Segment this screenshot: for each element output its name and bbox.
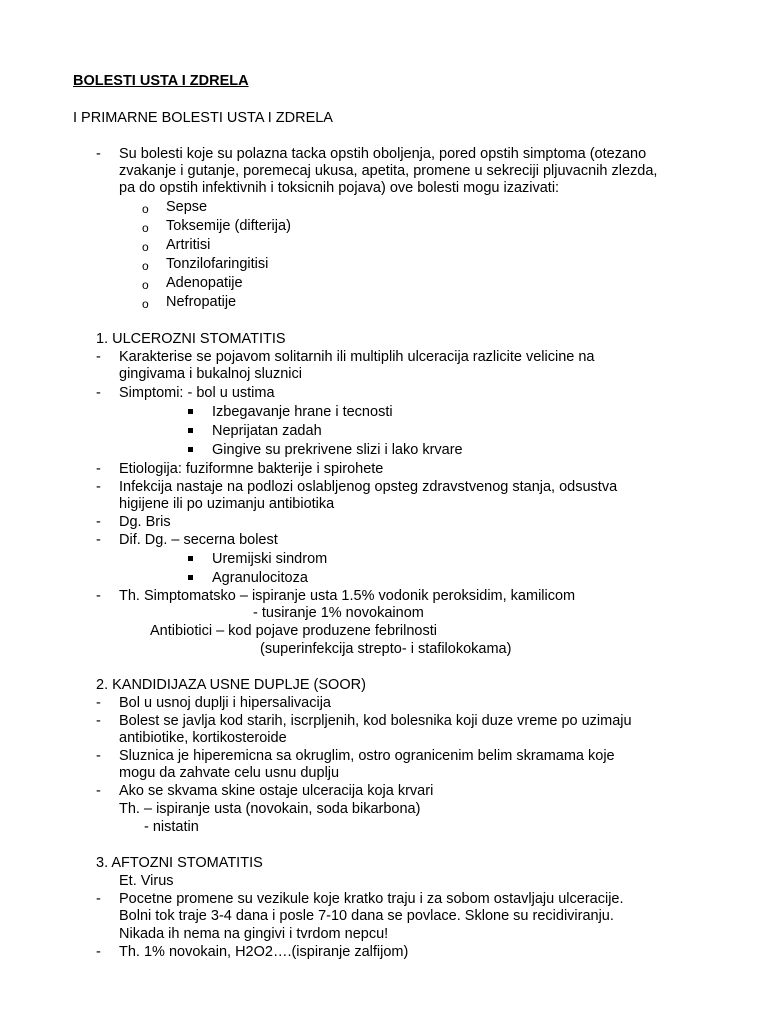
circle-bullet: o	[142, 278, 149, 292]
square-bullet	[188, 447, 193, 452]
list-item: Sepse	[166, 199, 208, 215]
text-line: Bolni tok traje 3-4 dana i posle 7-10 dana se povlace. Sklone su recidiviranju.	[119, 908, 614, 924]
dash-bullet: -	[96, 695, 101, 711]
text-line: Sluznica je hiperemicna sa okruglim, ostro ogranicenim belim skramama koje	[119, 748, 615, 764]
dash-bullet: -	[96, 891, 101, 907]
dash-bullet: -	[96, 146, 101, 162]
text-line: Dg. Bris	[119, 514, 171, 530]
text-line: Bolest se javlja kod starih, iscrpljenih, kod bolesnika koji duze vreme po uzimaju	[119, 713, 632, 729]
list-item: Izbegavanje hrane i tecnosti	[212, 404, 393, 420]
square-bullet	[188, 556, 193, 561]
text-line: Th. – ispiranje usta (novokain, soda bikarbona)	[119, 801, 421, 817]
dash-bullet: -	[96, 461, 101, 477]
section-heading: 2. KANDIDIJAZA USNE DUPLJE (SOOR)	[96, 677, 366, 693]
dash-bullet: -	[96, 944, 101, 960]
square-bullet	[188, 428, 193, 433]
text-line: Dif. Dg. – secerna bolest	[119, 532, 278, 548]
section-heading: 1. ULCEROZNI STOMATITIS	[96, 331, 286, 347]
text-line: Et. Virus	[119, 873, 174, 889]
dash-bullet: -	[96, 349, 101, 365]
intro-line: zvakanje i gutanje, poremecaj ukusa, apetita, promene u sekreciji pljuvacnih zlezda,	[119, 163, 658, 179]
text-line: Infekcija nastaje na podlozi oslabljenog opsteg zdravstvenog stanja, odsustva	[119, 479, 618, 495]
list-item: Neprijatan zadah	[212, 423, 322, 439]
dash-bullet: -	[96, 385, 101, 401]
dash-bullet: -	[96, 748, 101, 764]
section-heading: 3. AFTOZNI STOMATITIS	[96, 855, 263, 871]
text-line: Nikada ih nema na gingivi i tvrdom nepcu!	[119, 926, 389, 942]
list-item: Artritisi	[166, 237, 211, 253]
list-item: Tonzilofaringitisi	[166, 256, 269, 272]
intro-line: pa do opstih infektivnih i toksicnih pojava) ove bolesti mogu izazivati:	[119, 180, 560, 196]
text-line: Etiologija: fuziformne bakterije i spirohete	[119, 461, 384, 477]
text-line: - tusiranje 1% novokainom	[253, 605, 424, 621]
text-line: antibiotike, kortikosteroide	[119, 730, 287, 746]
section-title: I PRIMARNE BOLESTI USTA I ZDRELA	[73, 110, 333, 126]
dash-bullet: -	[96, 532, 101, 548]
list-item: Gingive su prekrivene slizi i lako krvare	[212, 442, 463, 458]
text-line: - nistatin	[144, 819, 199, 835]
circle-bullet: o	[142, 202, 149, 216]
text-line: higijene ili po uzimanju antibiotika	[119, 496, 335, 512]
dash-bullet: -	[96, 783, 101, 799]
text-line: Th. Simptomatsko – ispiranje usta 1.5% vodonik peroksidim, kamilicom	[119, 588, 576, 604]
list-item: Adenopatije	[166, 275, 243, 291]
dash-bullet: -	[96, 514, 101, 530]
circle-bullet: o	[142, 259, 149, 273]
dash-bullet: -	[96, 479, 101, 495]
intro-line: Su bolesti koje su polazna tacka opstih oboljenja, pored opstih simptoma (otezano	[119, 146, 647, 162]
dash-bullet: -	[96, 588, 101, 604]
text-line: Th. 1% novokain, H2O2….(ispiranje zalfijom)	[119, 944, 409, 960]
list-item: Toksemije (difterija)	[166, 218, 291, 234]
text-line: Simptomi: - bol u ustima	[119, 385, 275, 401]
dash-bullet: -	[96, 713, 101, 729]
text-line: (superinfekcija strepto- i stafilokokama)	[260, 641, 512, 657]
text-line: gingivama i bukalnoj sluznici	[119, 366, 302, 382]
text-line: Karakterise se pojavom solitarnih ili multiplih ulceracija razlicite velicine na	[119, 349, 595, 365]
list-item: Agranulocitoza	[212, 570, 308, 586]
text-line: Antibiotici – kod pojave produzene febrilnosti	[150, 623, 437, 639]
circle-bullet: o	[142, 297, 149, 311]
text-line: mogu da zahvate celu usnu duplju	[119, 765, 340, 781]
text-line: Pocetne promene su vezikule koje kratko traju i za sobom ostavljaju ulceracije.	[119, 891, 624, 907]
text-line: Bol u usnoj duplji i hipersalivacija	[119, 695, 331, 711]
circle-bullet: o	[142, 240, 149, 254]
document-title: BOLESTI USTA I ZDRELA	[73, 73, 249, 89]
square-bullet	[188, 409, 193, 414]
circle-bullet: o	[142, 221, 149, 235]
text-line: Ako se skvama skine ostaje ulceracija koja krvari	[119, 783, 434, 799]
square-bullet	[188, 575, 193, 580]
list-item: Uremijski sindrom	[212, 551, 328, 567]
list-item: Nefropatije	[166, 294, 237, 310]
